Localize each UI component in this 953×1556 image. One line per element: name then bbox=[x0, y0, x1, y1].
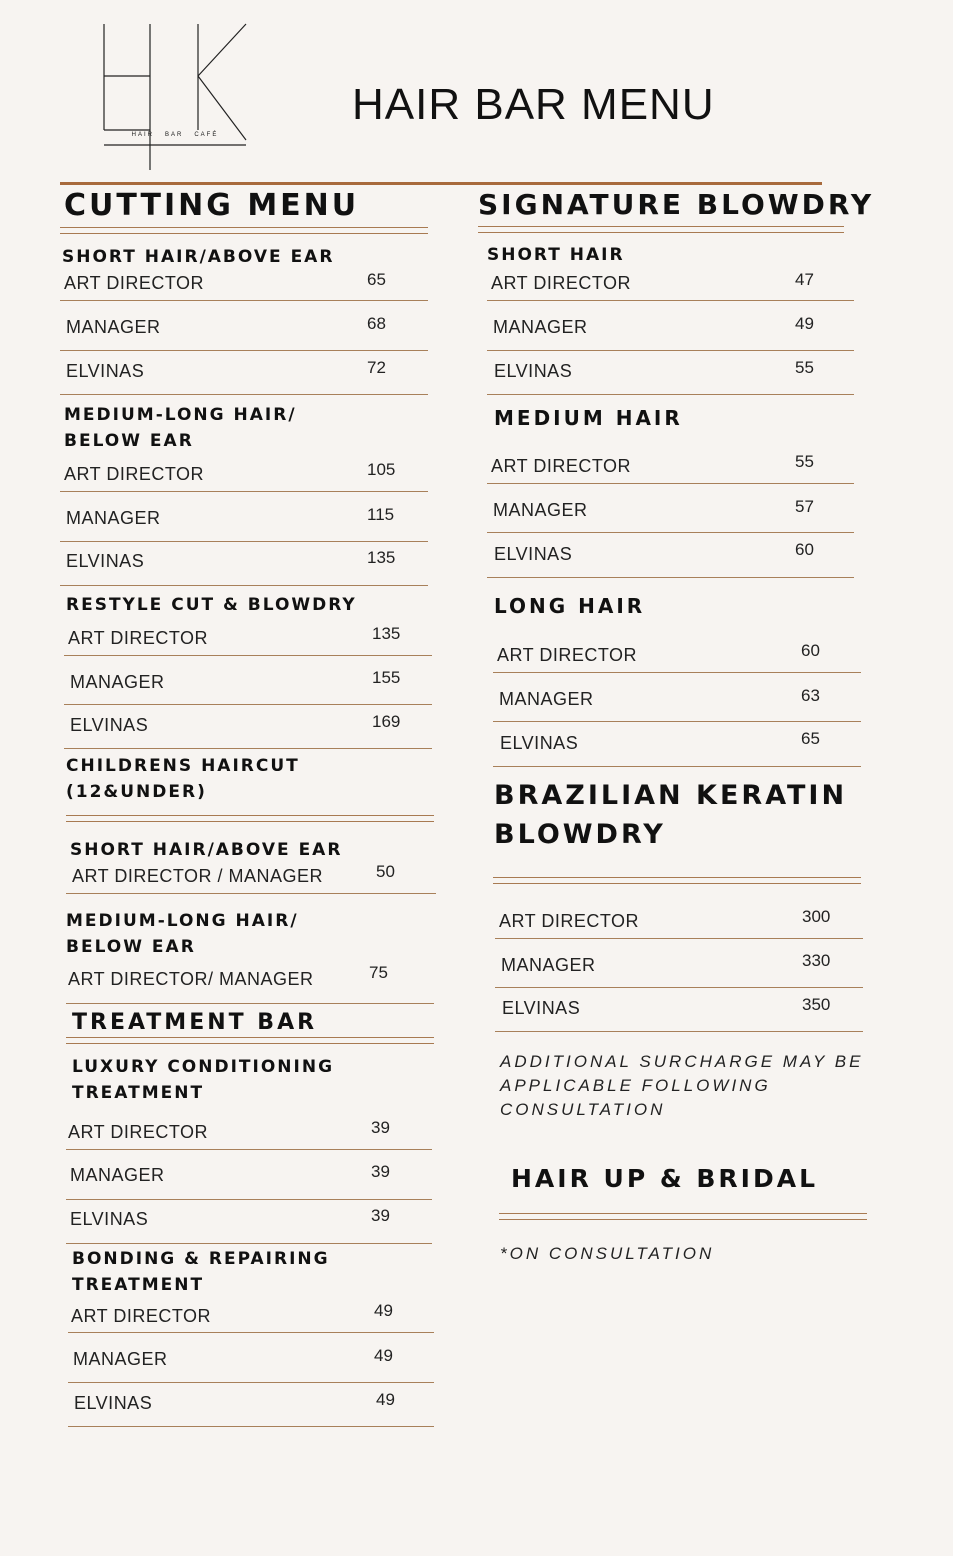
row-divider bbox=[495, 987, 863, 988]
row-divider bbox=[487, 394, 854, 395]
row-divider bbox=[493, 766, 861, 767]
row-divider bbox=[60, 491, 428, 492]
children-short-heading: SHORT HAIR/ABOVE EAR bbox=[70, 840, 343, 860]
price-row-price: 115 bbox=[367, 505, 395, 524]
price-row-price: 169 bbox=[372, 712, 401, 731]
row-divider bbox=[493, 672, 861, 673]
row-divider bbox=[68, 1382, 434, 1383]
section-divider bbox=[66, 815, 434, 822]
price-row-label: ART DIRECTOR bbox=[64, 273, 205, 293]
keratin-title-2: BLOWDRY bbox=[494, 819, 666, 850]
section-divider bbox=[60, 227, 428, 234]
cutting-short-heading: SHORT HAIR/ABOVE EAR bbox=[62, 247, 335, 267]
row-divider bbox=[68, 1426, 434, 1427]
price-row-price: 49 bbox=[795, 314, 814, 333]
price-row-label: ART DIRECTOR bbox=[491, 273, 632, 293]
row-divider bbox=[495, 1031, 863, 1032]
price-row-label: MANAGER bbox=[66, 508, 161, 528]
price-row-price: 55 bbox=[795, 452, 814, 471]
blowdry-short-heading: SHORT HAIR bbox=[487, 245, 625, 265]
price-row-price: 50 bbox=[376, 862, 395, 881]
logo-tagline: HAIR BAR CAFÉ bbox=[131, 132, 219, 138]
luxury-heading-2: TREATMENT bbox=[72, 1083, 205, 1103]
price-row-label: ELVINAS bbox=[70, 715, 149, 735]
row-divider bbox=[68, 1332, 434, 1333]
price-row-price: 60 bbox=[801, 641, 820, 660]
blowdry-long-heading: LONG HAIR bbox=[494, 594, 646, 618]
price-row-label: MANAGER bbox=[73, 1349, 168, 1369]
keratin-surcharge-note: ADDITIONAL SURCHARGE MAY BE APPLICABLE FOLLOWING CONSULTATION bbox=[500, 1052, 864, 1119]
section-divider bbox=[493, 877, 861, 884]
price-row-price: 39 bbox=[371, 1162, 390, 1181]
price-row-price: 330 bbox=[802, 951, 831, 970]
row-divider bbox=[60, 585, 428, 586]
price-row-label: ART DIRECTOR/ MANAGER bbox=[68, 969, 314, 989]
hk-logo bbox=[100, 20, 250, 170]
row-divider bbox=[487, 483, 854, 484]
row-divider bbox=[66, 1149, 432, 1150]
row-divider bbox=[487, 577, 854, 578]
blowdry-medium-heading: MEDIUM HAIR bbox=[494, 406, 683, 430]
price-row-label: ART DIRECTOR bbox=[497, 645, 638, 665]
price-row-price: 350 bbox=[802, 995, 831, 1014]
price-row-label: ART DIRECTOR bbox=[68, 1122, 209, 1142]
row-divider bbox=[64, 704, 432, 705]
row-divider bbox=[493, 721, 861, 722]
price-row-price: 72 bbox=[367, 358, 386, 377]
section-divider bbox=[66, 1037, 434, 1044]
price-row-label: ART DIRECTOR bbox=[491, 456, 632, 476]
row-divider bbox=[487, 532, 854, 533]
price-row-price: 49 bbox=[376, 1390, 395, 1409]
row-divider bbox=[60, 394, 428, 395]
price-row-price: 68 bbox=[367, 314, 386, 333]
bonding-heading-2: TREATMENT bbox=[72, 1275, 205, 1295]
price-row-price: 39 bbox=[371, 1206, 390, 1225]
cutting-medium-heading: MEDIUM-LONG HAIR/ bbox=[64, 405, 297, 425]
price-row-label: ELVINAS bbox=[502, 998, 581, 1018]
price-row-price: 49 bbox=[374, 1346, 393, 1365]
logo-mark bbox=[100, 20, 250, 170]
bridal-title: HAIR UP & BRIDAL bbox=[511, 1164, 818, 1193]
cutting-menu-title: CUTTING MENU bbox=[64, 188, 360, 223]
bridal-note: *ON CONSULTATION bbox=[500, 1244, 715, 1263]
price-row-label: ELVINAS bbox=[74, 1393, 153, 1413]
children-medium-heading-2: BELOW EAR bbox=[66, 937, 196, 957]
price-row-label: MANAGER bbox=[499, 689, 594, 709]
price-row-label: ART DIRECTOR bbox=[499, 911, 640, 931]
treatment-bar-title: TREATMENT BAR bbox=[72, 1010, 318, 1035]
row-divider bbox=[66, 1003, 434, 1004]
price-row-label: MANAGER bbox=[70, 672, 165, 692]
section-divider bbox=[478, 226, 844, 233]
children-medium-heading: MEDIUM-LONG HAIR/ bbox=[66, 911, 299, 931]
price-row-label: ELVINAS bbox=[500, 733, 579, 753]
price-row-price: 47 bbox=[795, 270, 814, 289]
row-divider bbox=[487, 300, 854, 301]
price-row-label: ART DIRECTOR bbox=[68, 628, 209, 648]
price-row-label: ELVINAS bbox=[494, 544, 573, 564]
top-divider bbox=[60, 182, 822, 185]
price-row-label: MANAGER bbox=[493, 500, 588, 520]
price-row-price: 65 bbox=[367, 270, 386, 289]
row-divider bbox=[64, 655, 432, 656]
row-divider bbox=[66, 1199, 432, 1200]
price-row-price: 55 bbox=[795, 358, 814, 377]
price-row-price: 49 bbox=[374, 1301, 393, 1320]
price-row-label: ELVINAS bbox=[66, 551, 145, 571]
price-row-price: 300 bbox=[802, 907, 831, 926]
price-row-price: 39 bbox=[371, 1118, 390, 1137]
signature-blowdry-title: SIGNATURE BLOWDRY bbox=[478, 188, 875, 221]
row-divider bbox=[60, 541, 428, 542]
price-row-price: 75 bbox=[369, 963, 388, 982]
row-divider bbox=[66, 893, 436, 894]
row-divider bbox=[495, 938, 863, 939]
children-heading-2: (12&UNDER) bbox=[66, 782, 207, 802]
price-row-label: ART DIRECTOR bbox=[71, 1306, 212, 1326]
price-row-label: ELVINAS bbox=[494, 361, 573, 381]
price-row-price: 57 bbox=[795, 497, 814, 516]
row-divider bbox=[60, 300, 428, 301]
price-row-label: ELVINAS bbox=[66, 361, 145, 381]
row-divider bbox=[487, 350, 854, 351]
price-row-price: 63 bbox=[801, 686, 820, 705]
price-row-label: ART DIRECTOR bbox=[64, 464, 205, 484]
price-row-price: 60 bbox=[795, 540, 814, 559]
row-divider bbox=[66, 1243, 432, 1244]
price-row-label: ELVINAS bbox=[70, 1209, 149, 1229]
children-heading: CHILDRENS HAIRCUT bbox=[66, 756, 300, 776]
restyle-heading: RESTYLE CUT & BLOWDRY bbox=[66, 595, 357, 615]
section-divider bbox=[499, 1213, 867, 1220]
price-row-price: 135 bbox=[372, 624, 401, 643]
row-divider bbox=[60, 350, 428, 351]
keratin-title: BRAZILIAN KERATIN bbox=[494, 780, 848, 811]
luxury-heading: LUXURY CONDITIONING bbox=[72, 1057, 335, 1077]
price-row-label: MANAGER bbox=[70, 1165, 165, 1185]
price-row-price: 155 bbox=[372, 668, 401, 687]
price-row-price: 105 bbox=[367, 460, 396, 479]
row-divider bbox=[64, 748, 432, 749]
price-row-label: MANAGER bbox=[501, 955, 596, 975]
bonding-heading: BONDING & REPAIRING bbox=[72, 1249, 330, 1269]
page-title: HAIR BAR MENU bbox=[352, 80, 715, 129]
price-row-price: 65 bbox=[801, 729, 820, 748]
price-row-label: MANAGER bbox=[493, 317, 588, 337]
price-row-label: ART DIRECTOR / MANAGER bbox=[72, 866, 324, 886]
cutting-medium-heading-2: BELOW EAR bbox=[64, 431, 194, 451]
price-row-price: 135 bbox=[367, 548, 396, 567]
price-row-label: MANAGER bbox=[66, 317, 161, 337]
